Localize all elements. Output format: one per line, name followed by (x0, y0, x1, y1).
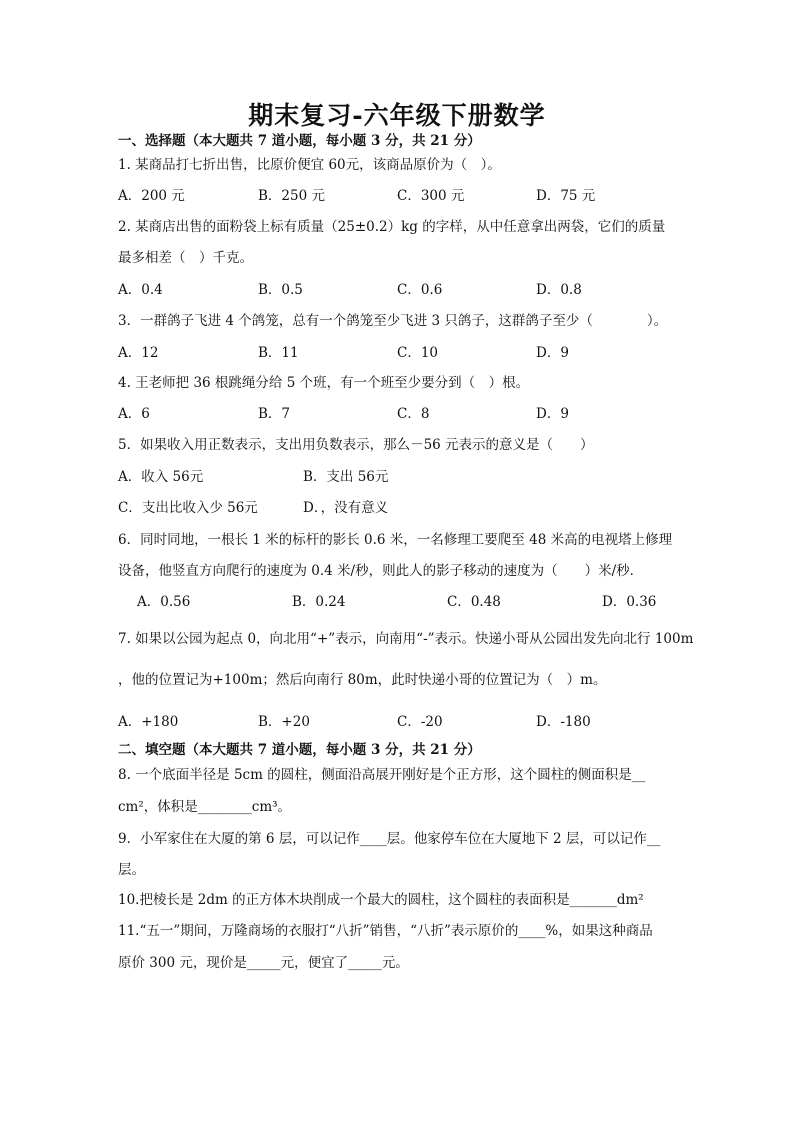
section-heading-fill-in: 二、填空题（本大题共 7 道小题，每小题 3 分，共 21 分） (118, 742, 481, 758)
option-c: C．300 元 (397, 188, 465, 204)
option-b: B．250 元 (258, 188, 325, 204)
option-d: D．0.36 (602, 594, 657, 610)
option-d: D．9 (536, 406, 569, 422)
question-2-line-2: 最多相差（ ）千克。 (118, 250, 253, 266)
question-9-line-2: 层。 (118, 862, 145, 878)
question-8-line-2: cm²，体积是________cm³。 (118, 799, 292, 815)
option-b: B．+20 (258, 714, 310, 730)
option-d: D．0.8 (536, 282, 582, 298)
option-b: B．0.5 (258, 282, 303, 298)
option-c: C．10 (397, 345, 439, 361)
option-d: D．，没有意义 (303, 500, 389, 516)
option-c: C．支出比收入少 56元 (118, 500, 258, 516)
question-4: 4. 王老师把 36 根跳绳分给 5 个班，有一个班至少要分到（ ）根。 (118, 375, 530, 391)
question-1: 1. 某商品打七折出售，比原价便宜 60元，该商品原价为（ ）。 (118, 157, 501, 173)
option-a: A．收入 56元 (118, 469, 204, 485)
option-a: A．6 (118, 406, 150, 422)
option-b: B．11 (258, 345, 299, 361)
question-11-line-2: 原价 300 元，现价是_____元，便宜了_____元。 (118, 955, 409, 971)
section-heading-choice: 一、选择题（本大题共 7 道小题，每小题 3 分，共 21 分） (118, 133, 481, 149)
option-d: D．75 元 (536, 188, 596, 204)
question-7-line-1: 7. 如果以公园为起点 0，向北用“+”表示，向南用“-”表示。快递小哥从公园出发先向北行 100m (118, 631, 694, 647)
option-a: A．12 (118, 345, 159, 361)
option-a: A．200 元 (118, 188, 185, 204)
option-b: B．0.24 (292, 594, 346, 610)
question-8-line-1: 8. 一个底面半径是 5cm 的圆柱，侧面沿高展开刚好是个正方形，这个圆柱的侧面积是__ (118, 767, 646, 783)
question-9-line-1: 9．小军家住在大厦的第 6 层，可以记作____层。他家停车位在大厦地下 2 层，可以记作__ (118, 831, 661, 847)
option-c: C．8 (397, 406, 430, 422)
option-c: C．0.48 (447, 594, 501, 610)
option-b: B．7 (258, 406, 291, 422)
option-c: C．-20 (397, 714, 443, 730)
question-11-line-1: 11.“五一”期间，万隆商场的衣服打“八折”销售，“八折”表示原价的____%，如果这种商品 (118, 923, 653, 939)
option-a: A．0.4 (118, 282, 163, 298)
question-10: 10.把棱长是 2dm 的正方体木块削成一个最大的圆柱，这个圆柱的表面积是_______dm² (118, 892, 644, 908)
question-6-line-1: 6．同时同地，一根长 1 米的标杆的影长 0.6 米，一名修理工要爬至 48 米高的电视塔上修理 (118, 532, 673, 548)
option-b: B．支出 56元 (303, 469, 389, 485)
question-5: 5．如果收入用正数表示，支出用负数表示，那么－56 元表示的意义是（ ） (118, 437, 594, 453)
question-2-line-1: 2. 某商店出售的面粉袋上标有质量（25±0.2）kg 的字样，从中任意拿出两袋，它们的质量 (118, 219, 666, 235)
option-c: C．0.6 (397, 282, 443, 298)
page-title: 期末复习-六年级下册数学 (248, 101, 546, 130)
option-a: A．0.56 (137, 594, 191, 610)
question-7-line-2: ，他的位置记为+100m；然后向南行 80m，此时快递小哥的位置记为（ ）m。 (118, 672, 607, 688)
question-3: 3．一群鸽子飞进 4 个鸽笼，总有一个鸽笼至少飞进 3 只鸽子，这群鸽子至少（ ）。 (118, 313, 668, 329)
option-a: A．+180 (118, 714, 179, 730)
question-6-line-2: 设备，他竖直方向爬行的速度为 0.4 米/秒，则此人的影子移动的速度为（ ）米/秒． (118, 563, 644, 579)
option-d: D．9 (536, 345, 569, 361)
option-d: D．-180 (536, 714, 591, 730)
